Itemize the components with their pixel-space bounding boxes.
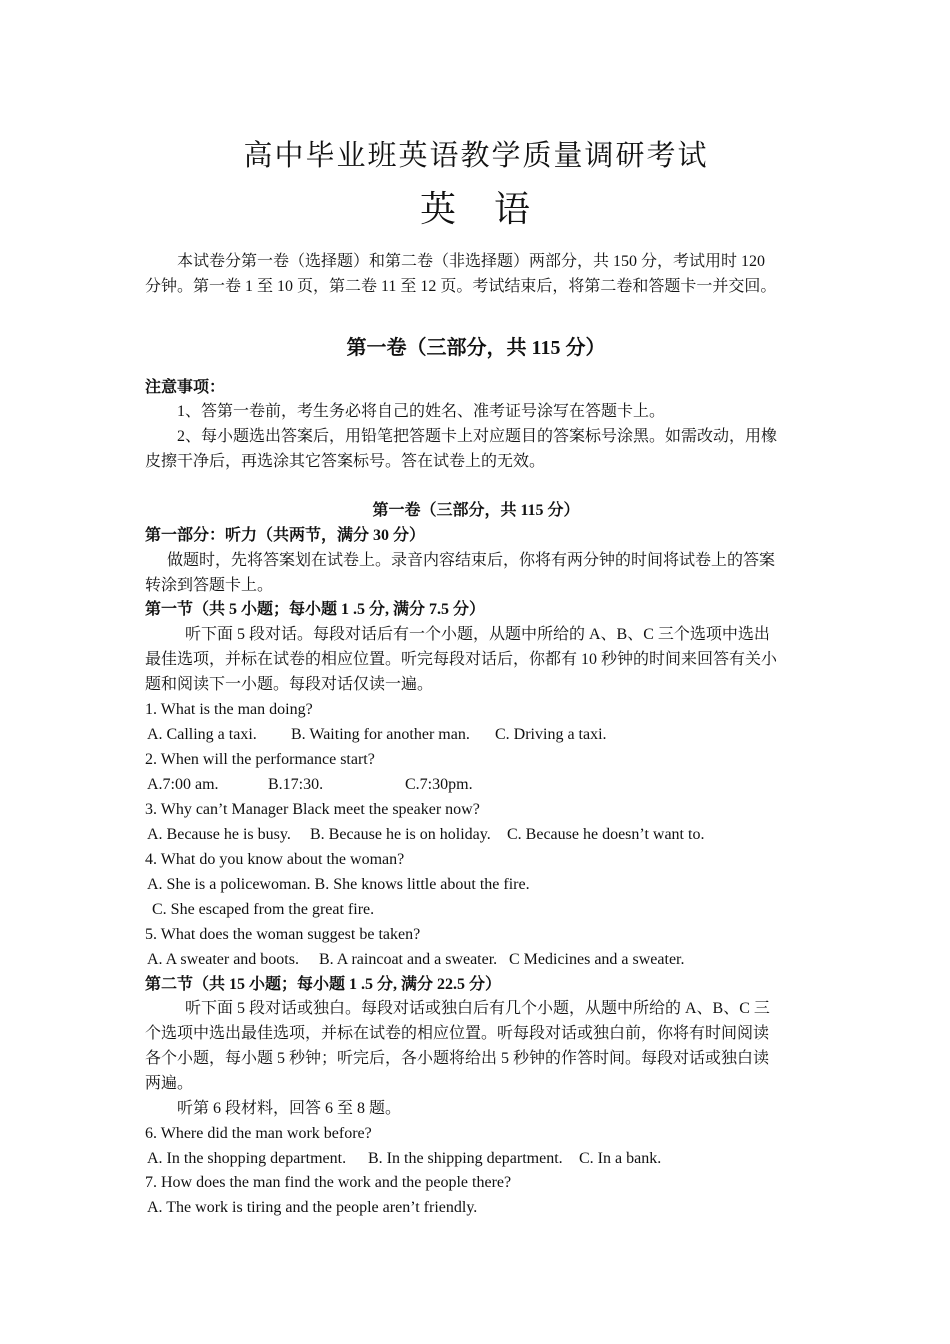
section2-instruction-line-3: 各个小题，每小题 5 秒钟；听完后，各小题将给出 5 秒钟的作答时间。每段对话或独白读 [145, 1050, 770, 1067]
section2-instruction-line-4: 两遍。 [145, 1075, 194, 1092]
q1-option-a: A. Calling a taxi. [147, 726, 257, 743]
q4-option-c: C. She escaped from the great fire. [152, 901, 375, 918]
section2-title: 第二节（共 15 小题；每小题 1 .5 分, 满分 22.5 分） [145, 976, 502, 993]
exam-title: 高中毕业班英语教学质量调研考试 [243, 140, 709, 172]
intro-line-1: 本试卷分第一卷（选择题）和第二卷（非选择题）两部分，共 150 分，考试用时 120 [177, 253, 766, 270]
question-1: 1. What is the man doing? [145, 701, 313, 718]
section1-title: 第一节（共 5 小题；每小题 1 .5 分, 满分 7.5 分） [145, 601, 486, 618]
question-4: 4. What do you know about the woman? [145, 851, 405, 868]
intro-line-2: 分钟。第一卷 1 至 10 页，第二卷 11 至 12 页。考试结束后，将第二卷和答题卡一并交回。 [145, 278, 777, 295]
section2-instruction-line-1: 听下面 5 段对话或独白。每段对话或独白后有几个小题，从题中所给的 A、B、C 三 [185, 1000, 770, 1017]
section1-instruction-line-2: 最佳选项，并标在试卷的相应位置。听完每段对话后，你都有 10 秒钟的时间来回答有关小 [145, 651, 778, 668]
subject-title [145, 181, 807, 232]
notice-item-1: 1、答第一卷前，考生务必将自己的姓名、准考证号涂写在答题卡上。 [177, 403, 666, 420]
q2-option-b: B.17:30. [268, 776, 324, 793]
q6-option-c: C. In a bank. [579, 1150, 662, 1167]
subject-char-b: 语 [494, 189, 533, 229]
q3-option-c: C. Because he doesn’t want to. [507, 826, 705, 843]
q5-option-a: A. A sweater and boots. [147, 951, 299, 968]
volume-heading: 第一卷（三部分，共 115 分） [346, 337, 606, 359]
question-2: 2. When will the performance start? [145, 751, 375, 768]
notice-item-2-line-2: 皮擦干净后，再选涂其它答案标号。答在试卷上的无效。 [145, 453, 546, 470]
part1-instruction-line-2: 转涂到答题卡上。 [145, 577, 274, 594]
q6-option-b: B. In the shipping department. [368, 1150, 563, 1167]
question-3: 3. Why can’t Manager Black meet the speaker now? [145, 801, 480, 818]
section1-instruction-line-3: 题和阅读下一小题。每段对话仅读一遍。 [145, 676, 434, 693]
q5-option-c: C Medicines and a sweater. [509, 951, 685, 968]
volume-heading-small: 第一卷（三部分，共 115 分） [372, 502, 580, 519]
part1-instruction-line-1: 做题时，先将答案划在试卷上。录音内容结束后，你将有两分钟的时间将试卷上的答案 [167, 552, 776, 569]
q5-option-b: B. A raincoat and a sweater. [319, 951, 498, 968]
q3-option-a: A. Because he is busy. [147, 826, 291, 843]
q4-options-ab: A. She is a policewoman. B. She knows little about the fire. [147, 876, 530, 893]
notice-item-2-line-1: 2、每小题选出答案后，用铅笔把答题卡上对应题目的答案标号涂黑。如需改动，用橡 [177, 428, 778, 445]
q1-option-c: C. Driving a taxi. [495, 726, 607, 743]
question-6: 6. Where did the man work before? [145, 1125, 372, 1142]
part1-title: 第一部分：听力（共两节，满分 30 分） [145, 527, 426, 544]
question-5: 5. What does the woman suggest be taken? [145, 926, 421, 943]
material-6-heading: 听第 6 段材料，回答 6 至 8 题。 [177, 1100, 402, 1117]
question-7: 7. How does the man find the work and the people there? [145, 1174, 512, 1191]
notice-label: 注意事项： [145, 379, 226, 396]
subject-char-a: 英 [419, 189, 458, 229]
q7-option-a: A. The work is tiring and the people aren’t friendly. [147, 1199, 478, 1216]
q2-option-a: A.7:00 am. [147, 776, 219, 793]
q1-option-b: B. Waiting for another man. [291, 726, 470, 743]
q3-option-b: B. Because he is on holiday. [310, 826, 491, 843]
section2-instruction-line-2: 个选项中选出最佳选项，并标在试卷的相应位置。听每段对话或独白前，你将有时间阅读 [145, 1025, 770, 1042]
q6-option-a: A. In the shopping department. [147, 1150, 347, 1167]
section1-instruction-line-1: 听下面 5 段对话。每段对话后有一个小题，从题中所给的 A、B、C 三个选项中选出 [185, 626, 770, 643]
q2-option-c: C.7:30pm. [405, 776, 473, 793]
